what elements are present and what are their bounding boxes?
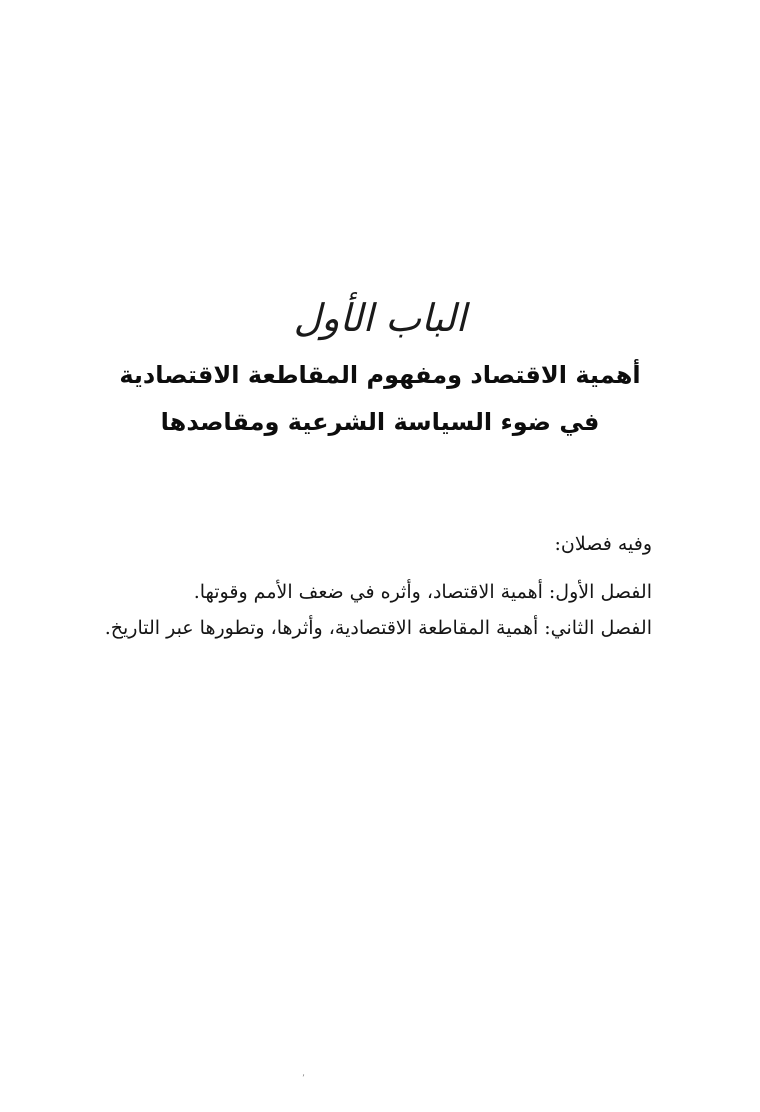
chapter-item-2: الفصل الثاني: أهمية المقاطعة الاقتصادية، وأثرها، وتطورها عبر التاريخ. [104,617,652,639]
page-mark: ٬ [302,1074,305,1084]
chapter-item-1: الفصل الأول: أهمية الاقتصاد، وأثره في ضعف الأمم وقوتها. [193,581,652,603]
part-heading: الباب الأول [293,296,467,340]
part-title-line-2: في ضوء السياسة الشرعية ومقاصدها [160,408,600,436]
chapters-intro: وفيه فصلان: [554,533,652,555]
part-title-line-1: أهمية الاقتصاد ومفهوم المقاطعة الاقتصادية [119,361,641,389]
